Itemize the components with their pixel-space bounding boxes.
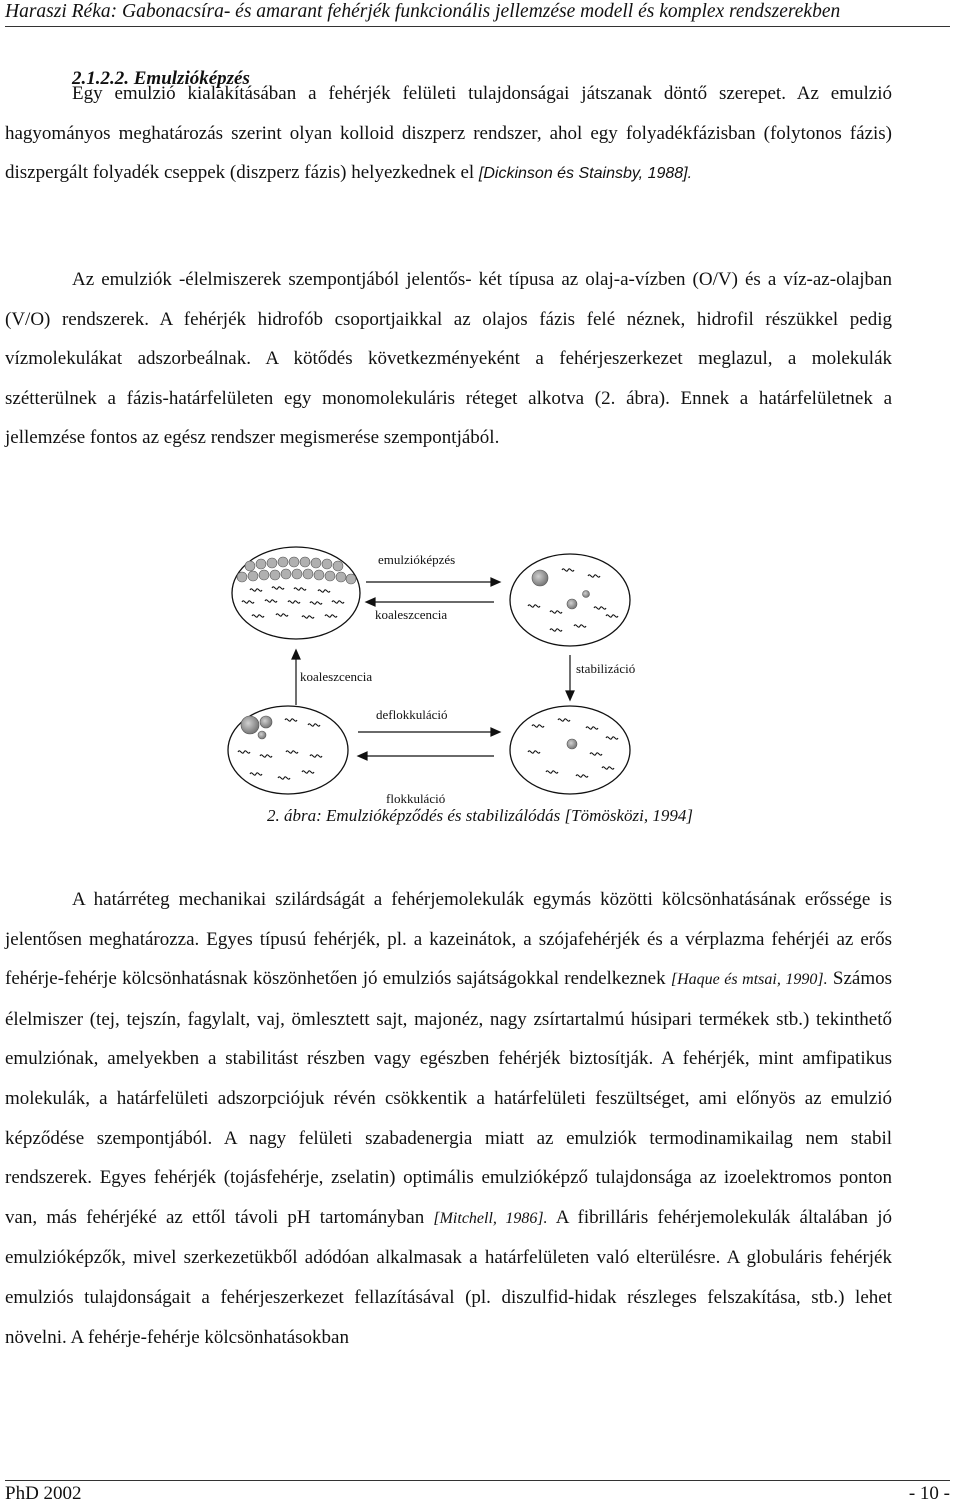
top-arrows	[366, 578, 500, 606]
label-koaleszcencia-left: koaleszcencia	[300, 669, 373, 684]
label-deflokkulacio: deflokkuláció	[376, 707, 448, 722]
oil-water-separated-ellipse	[232, 547, 360, 639]
footer-degree: PhD 2002	[5, 1483, 82, 1504]
page-number: - 10 -	[908, 1483, 950, 1504]
paragraph-3-text-c: A fibrilláris fehérjemolekulák általában jó emulzióképzők, mivel szerkezetükből adódóan alkalmasak a határfelületen való elterülésre. A globuláris fehérjék emulziós tulajdonságait a fehérjeszerkezet fellazításával (pl. diszulfid-hidak részleges felszakítása, stb.) lehet növelni. A fehérje-fehérje kölcsönhatásokban	[5, 1206, 893, 1348]
paragraph-1	[5, 74, 892, 194]
emulsion-figure	[210, 530, 660, 820]
stabilized-ellipse	[510, 706, 630, 794]
section-heading: 2.1.2.2. Emulzióképzés	[72, 68, 250, 89]
paragraph-3	[5, 880, 892, 1357]
label-stabilizacio: stabilizáció	[576, 661, 636, 676]
bottom-arrows	[358, 728, 500, 760]
page-footer	[5, 1480, 950, 1511]
paragraph-2: Az emulziók -élelmiszerek szempontjából jelentős- két típusa az olaj-a-vízben (O/V) és a víz-az-olajban (V/O) rendszerek. A fehérjék hidrofób csoportjaikkal az olajos fázis felé néznek, hidrofil részükkel pedig vízmolekulákat adszorbeálnak. A kötődés következményeként a fehérjeszerkezet meglazul, a molekulák szétterülnek a fázis-határfelületen egy monomolekuláris réteget alkotva (2. ábra). Ennek a határfelületnek a jellemzése fontos az egész rendszer megismerése szempontjából.	[5, 269, 892, 449]
paragraph-3-text-b: Számos élelmiszer (tej, tejszín, fagylalt, vaj, ömlesztett sajt, majonéz, nagy zsírtartalmú húsipari termékek stb.) tekinthető emulziónak, amelyekben a stabilitást részben vagy egészben fehérjék biztosítják. A fehérjék, mint amfipatikus molekulák, a határfelületi adszorpciójuk révén csökkentik a határfelületi feszültséget, ami előnyös az emulzió képződése szempontjából. A nagy felületi szabadenergia miatt az emulziók termodinamikailag nem stabil rendszerek. Egyes fehérjék (tojásfehérje, zselatin) optimális emulzióképző tulajdonsága az izoelektromos ponton van, más fehérjéké az ettől távoli pH tartományban	[5, 968, 893, 1228]
paragraph-3-text-a: A határréteg mechanikai szilárdságát a fehérjemolekulák egymás közötti kölcsönhatásának erőssége is jelentősen meghatározza. Egyes típusú fehérjék, pl. a kazeinátok, a szójafehérjék és a vérplazma fehérjéi az erős fehérje-fehérje kölcsönhatásnak köszönhetően jó emulziós sajátságokkal rendelkeznek	[5, 889, 892, 990]
label-flokkulacio: flokkuláció	[386, 791, 446, 805]
running-header	[5, 0, 950, 27]
citation-mitchell: [Mitchell, 1986].	[433, 1209, 548, 1227]
figure-caption: 2. ábra: Emulzióképződés és stabilizálódás [Tömösközi, 1994]	[267, 806, 693, 825]
label-koaleszcencia-top: koaleszcencia	[375, 607, 448, 622]
citation-dickinson: [Dickinson és Stainsby, 1988].	[478, 165, 693, 183]
label-emulzioképzes: emulzióképzés	[378, 552, 456, 567]
emulsion-ellipse	[510, 554, 630, 646]
citation-haque: [Haque és mtsai, 1990].	[670, 971, 828, 989]
paragraph-1-text: Egy emulzió kialakításában a fehérjék felületi tulajdonságai játszanak döntő szerepet. Az emulzió hagyományos meghatározás szerint olyan kolloid diszperz rendszer, ahol egy folyadékfázisban (folytonos fázis) diszpergált folyadék cseppek (diszperz fázis) helyezkednek el	[5, 83, 892, 184]
running-title: Haraszi Réka: Gabonacsíra- és amarant fehérjék funkcionális jellemzése modell és komplex rendszerekben	[5, 1, 841, 22]
emulsion-diagram	[210, 530, 660, 805]
flocculated-ellipse	[228, 706, 348, 794]
